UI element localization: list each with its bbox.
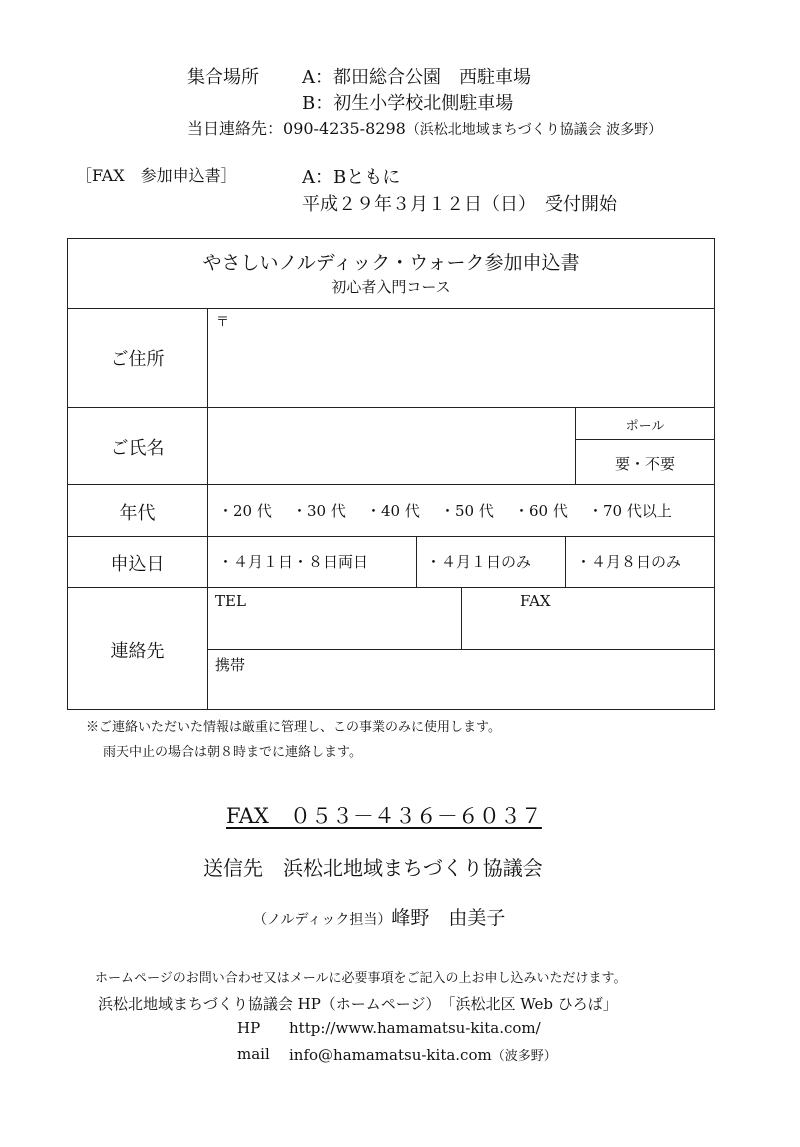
application-form [67, 238, 715, 710]
meeting-place-a: A：都田総合公園 西駐車場 [302, 67, 531, 88]
fax-start-date: 平成２９年３月１２日（日） 受付開始 [302, 194, 617, 215]
fax-number: FAX ０５３－４３６－６０３７ [226, 804, 542, 828]
postal-mark: 〒 [216, 315, 230, 330]
meeting-place-label: 集合場所 [187, 67, 259, 88]
contact-label: 当日連絡先： [187, 119, 284, 138]
fax-courses: A：Bともに [302, 167, 401, 188]
age-option[interactable]: ・50 代 [440, 502, 494, 520]
date-option-both[interactable]: ・４月１日・８日両日 [218, 553, 369, 571]
mobile-label: 携帯 [215, 656, 246, 674]
pole-label: ポール [625, 419, 665, 434]
contact-phone: 090-4235-8298 [283, 119, 406, 138]
fax-label: FAX [520, 592, 551, 610]
age-option[interactable]: ・70 代以上 [588, 502, 672, 520]
divider [416, 536, 417, 587]
rain-note: 雨天中止の場合は朝８時までに連絡します。 [103, 745, 362, 760]
age-option[interactable]: ・60 代 [514, 502, 568, 520]
mobile-field[interactable] [208, 650, 714, 709]
divider [575, 439, 714, 440]
tel-field[interactable] [208, 588, 460, 648]
age-option[interactable]: ・40 代 [366, 502, 420, 520]
fax-field[interactable] [462, 588, 714, 648]
address-field[interactable] [208, 309, 714, 406]
meeting-place-b: B：初生小学校北側駐車場 [302, 93, 514, 114]
contact-label: 連絡先 [110, 641, 165, 662]
form-subtitle: 初心者入門コース [331, 278, 451, 296]
person-role: （ノルディック担当） [253, 912, 392, 928]
name-label: ご氏名 [110, 438, 165, 459]
privacy-note: ※ご連絡いただいた情報は厳重に管理し、この事業のみに使用します。 [86, 720, 501, 735]
person-line [253, 903, 505, 930]
inquiry-note: ホームページのお問い合わせ又はメールに必要事項をご記入の上お申し込みいただけます。 [95, 971, 627, 986]
date-label: 申込日 [110, 554, 165, 575]
form-title: やさしいノルディック・ウォーク参加申込書 [202, 252, 580, 274]
date-option-apr1[interactable]: ・４月１日のみ [426, 553, 532, 571]
age-option[interactable]: ・20 代 [218, 502, 272, 520]
address-label: ご住所 [110, 349, 165, 370]
hp-line: 浜松北地域まちづくり協議会 HP（ホームページ） 「浜松北区 Web ひろば」 [98, 995, 618, 1013]
contact-org: （浜松北地域まちづくり協議会 波多野） [405, 122, 663, 138]
pole-options[interactable]: 要・不要 [614, 455, 675, 473]
divider [68, 536, 714, 537]
mail-person: （波多野） [491, 1049, 557, 1064]
mail-label: mail [237, 1045, 270, 1063]
age-label: 年代 [119, 503, 156, 524]
fax-form-label: ［FAX 参加申込書］ [76, 166, 237, 185]
tel-label: TEL [215, 592, 246, 610]
mail-line [289, 1045, 557, 1064]
divider [565, 536, 566, 587]
hp-label: HP [237, 1019, 261, 1037]
contact-line [187, 116, 662, 139]
age-option[interactable]: ・30 代 [292, 502, 346, 520]
hp-url-link[interactable]: http://www.hamamatsu-kita.com/ [289, 1019, 541, 1037]
name-field[interactable] [208, 408, 574, 483]
send-to: 送信先 浜松北地域まちづくり協議会 [203, 856, 543, 880]
divider [68, 484, 714, 485]
mail-address-link[interactable]: info@hamamatsu-kita.com [289, 1046, 492, 1064]
person-name: 峰野 由美子 [391, 907, 506, 929]
date-option-apr8[interactable]: ・４月８日のみ [576, 553, 682, 571]
